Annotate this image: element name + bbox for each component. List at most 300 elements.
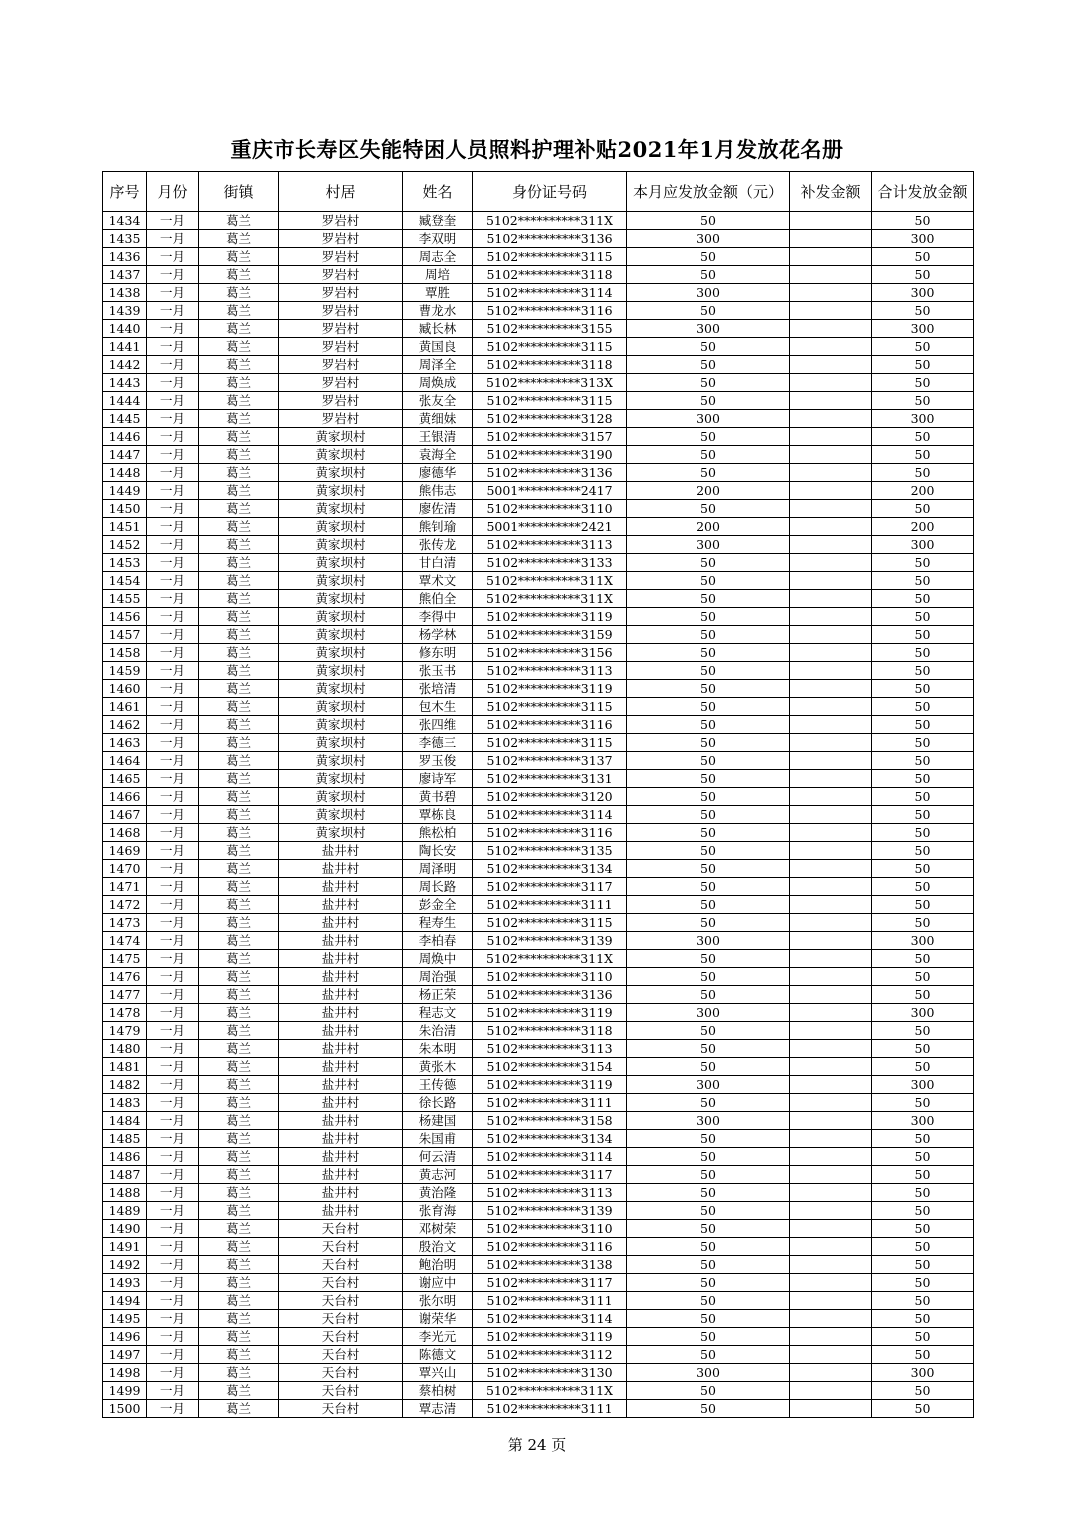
cell-village: 天台村 xyxy=(279,1382,403,1400)
cell-id-number: 5102**********3117 xyxy=(473,1166,627,1184)
cell-village: 罗岩村 xyxy=(279,302,403,320)
cell-village: 盐井村 xyxy=(279,1004,403,1022)
cell-name: 何云清 xyxy=(403,1148,473,1166)
cell-seq: 1454 xyxy=(103,572,147,590)
cell-back-pay xyxy=(790,1220,872,1238)
cell-town: 葛兰 xyxy=(199,1184,279,1202)
cell-back-pay xyxy=(790,1364,872,1382)
cell-seq: 1477 xyxy=(103,986,147,1004)
table-row xyxy=(103,662,974,680)
cell-village: 天台村 xyxy=(279,1346,403,1364)
cell-month: 一月 xyxy=(147,788,199,806)
cell-name: 周培 xyxy=(403,266,473,284)
table-row xyxy=(103,896,974,914)
cell-seq: 1458 xyxy=(103,644,147,662)
cell-month: 一月 xyxy=(147,1004,199,1022)
cell-village: 罗岩村 xyxy=(279,338,403,356)
cell-seq: 1448 xyxy=(103,464,147,482)
cell-monthly-amount: 300 xyxy=(627,932,790,950)
cell-village: 罗岩村 xyxy=(279,320,403,338)
table-row xyxy=(103,1076,974,1094)
roster-body xyxy=(103,212,974,1418)
cell-seq: 1451 xyxy=(103,518,147,536)
cell-month: 一月 xyxy=(147,806,199,824)
cell-total-amount: 50 xyxy=(872,734,974,752)
cell-total-amount: 50 xyxy=(872,860,974,878)
cell-town: 葛兰 xyxy=(199,914,279,932)
cell-id-number: 5102**********3156 xyxy=(473,644,627,662)
cell-village: 罗岩村 xyxy=(279,410,403,428)
cell-back-pay xyxy=(790,824,872,842)
cell-total-amount: 50 xyxy=(872,212,974,230)
cell-seq: 1487 xyxy=(103,1166,147,1184)
table-row xyxy=(103,824,974,842)
cell-name: 臧登奎 xyxy=(403,212,473,230)
cell-village: 黄家坝村 xyxy=(279,734,403,752)
cell-id-number: 5102**********3115 xyxy=(473,248,627,266)
cell-village: 黄家坝村 xyxy=(279,788,403,806)
cell-seq: 1462 xyxy=(103,716,147,734)
cell-back-pay xyxy=(790,302,872,320)
cell-village: 黄家坝村 xyxy=(279,554,403,572)
cell-seq: 1486 xyxy=(103,1148,147,1166)
cell-id-number: 5102**********311X xyxy=(473,590,627,608)
cell-town: 葛兰 xyxy=(199,986,279,1004)
cell-town: 葛兰 xyxy=(199,806,279,824)
cell-town: 葛兰 xyxy=(199,1130,279,1148)
cell-month: 一月 xyxy=(147,662,199,680)
cell-seq: 1437 xyxy=(103,266,147,284)
cell-village: 黄家坝村 xyxy=(279,626,403,644)
cell-village: 盐井村 xyxy=(279,896,403,914)
cell-month: 一月 xyxy=(147,1292,199,1310)
cell-name: 廖佐清 xyxy=(403,500,473,518)
cell-month: 一月 xyxy=(147,320,199,338)
cell-town: 葛兰 xyxy=(199,1310,279,1328)
cell-back-pay xyxy=(790,1148,872,1166)
cell-village: 盐井村 xyxy=(279,860,403,878)
cell-seq: 1495 xyxy=(103,1310,147,1328)
cell-id-number: 5102**********3119 xyxy=(473,680,627,698)
cell-monthly-amount: 50 xyxy=(627,374,790,392)
cell-seq: 1457 xyxy=(103,626,147,644)
cell-village: 盐井村 xyxy=(279,1112,403,1130)
cell-month: 一月 xyxy=(147,1022,199,1040)
cell-village: 盐井村 xyxy=(279,1040,403,1058)
cell-village: 盐井村 xyxy=(279,1148,403,1166)
cell-back-pay xyxy=(790,572,872,590)
cell-town: 葛兰 xyxy=(199,1346,279,1364)
table-row xyxy=(103,284,974,302)
cell-monthly-amount: 300 xyxy=(627,1364,790,1382)
cell-total-amount: 50 xyxy=(872,950,974,968)
cell-town: 葛兰 xyxy=(199,698,279,716)
cell-month: 一月 xyxy=(147,626,199,644)
cell-name: 彭金全 xyxy=(403,896,473,914)
cell-monthly-amount: 50 xyxy=(627,878,790,896)
cell-village: 天台村 xyxy=(279,1328,403,1346)
cell-town: 葛兰 xyxy=(199,572,279,590)
table-row xyxy=(103,842,974,860)
cell-month: 一月 xyxy=(147,284,199,302)
cell-month: 一月 xyxy=(147,824,199,842)
cell-back-pay xyxy=(790,1184,872,1202)
cell-name: 覃胜 xyxy=(403,284,473,302)
cell-town: 葛兰 xyxy=(199,212,279,230)
cell-monthly-amount: 50 xyxy=(627,338,790,356)
cell-monthly-amount: 50 xyxy=(627,752,790,770)
header-id-number: 身份证号码 xyxy=(473,172,627,212)
cell-name: 徐长路 xyxy=(403,1094,473,1112)
cell-total-amount: 200 xyxy=(872,518,974,536)
cell-id-number: 5001**********2417 xyxy=(473,482,627,500)
table-row xyxy=(103,464,974,482)
cell-id-number: 5102**********3119 xyxy=(473,1328,627,1346)
cell-month: 一月 xyxy=(147,338,199,356)
cell-name: 熊伯全 xyxy=(403,590,473,608)
cell-town: 葛兰 xyxy=(199,932,279,950)
cell-seq: 1492 xyxy=(103,1256,147,1274)
cell-id-number: 5102**********3116 xyxy=(473,302,627,320)
cell-back-pay xyxy=(790,464,872,482)
page-number: 第 24 页 xyxy=(507,1436,567,1454)
cell-name: 陶长安 xyxy=(403,842,473,860)
cell-seq: 1445 xyxy=(103,410,147,428)
cell-month: 一月 xyxy=(147,1148,199,1166)
table-row xyxy=(103,446,974,464)
cell-name: 周泽明 xyxy=(403,860,473,878)
cell-id-number: 5102**********311X xyxy=(473,950,627,968)
cell-id-number: 5102**********3116 xyxy=(473,716,627,734)
cell-name: 张培清 xyxy=(403,680,473,698)
cell-seq: 1500 xyxy=(103,1400,147,1418)
cell-id-number: 5102**********3115 xyxy=(473,338,627,356)
cell-total-amount: 50 xyxy=(872,374,974,392)
cell-monthly-amount: 50 xyxy=(627,1400,790,1418)
cell-id-number: 5102**********3155 xyxy=(473,320,627,338)
cell-back-pay xyxy=(790,356,872,374)
cell-id-number: 5102**********3158 xyxy=(473,1112,627,1130)
cell-total-amount: 200 xyxy=(872,482,974,500)
cell-town: 葛兰 xyxy=(199,770,279,788)
cell-total-amount: 300 xyxy=(872,230,974,248)
cell-total-amount: 50 xyxy=(872,1274,974,1292)
cell-seq: 1476 xyxy=(103,968,147,986)
cell-village: 天台村 xyxy=(279,1292,403,1310)
cell-total-amount: 50 xyxy=(872,302,974,320)
cell-seq: 1497 xyxy=(103,1346,147,1364)
cell-town: 葛兰 xyxy=(199,950,279,968)
cell-town: 葛兰 xyxy=(199,788,279,806)
cell-month: 一月 xyxy=(147,266,199,284)
cell-id-number: 5102**********3111 xyxy=(473,1292,627,1310)
cell-monthly-amount: 50 xyxy=(627,608,790,626)
cell-month: 一月 xyxy=(147,770,199,788)
cell-month: 一月 xyxy=(147,302,199,320)
cell-seq: 1473 xyxy=(103,914,147,932)
cell-monthly-amount: 50 xyxy=(627,896,790,914)
cell-monthly-amount: 50 xyxy=(627,1058,790,1076)
cell-name: 张育海 xyxy=(403,1202,473,1220)
cell-name: 朱国甫 xyxy=(403,1130,473,1148)
cell-name: 李得中 xyxy=(403,608,473,626)
cell-month: 一月 xyxy=(147,986,199,1004)
cell-month: 一月 xyxy=(147,590,199,608)
cell-town: 葛兰 xyxy=(199,338,279,356)
cell-seq: 1481 xyxy=(103,1058,147,1076)
cell-month: 一月 xyxy=(147,410,199,428)
cell-month: 一月 xyxy=(147,950,199,968)
cell-village: 盐井村 xyxy=(279,914,403,932)
cell-name: 周治强 xyxy=(403,968,473,986)
cell-id-number: 5102**********3117 xyxy=(473,1274,627,1292)
cell-village: 盐井村 xyxy=(279,878,403,896)
cell-name: 杨正荣 xyxy=(403,986,473,1004)
cell-seq: 1465 xyxy=(103,770,147,788)
cell-id-number: 5102**********3110 xyxy=(473,500,627,518)
cell-total-amount: 50 xyxy=(872,788,974,806)
cell-monthly-amount: 50 xyxy=(627,1022,790,1040)
cell-village: 罗岩村 xyxy=(279,266,403,284)
cell-town: 葛兰 xyxy=(199,392,279,410)
table-row xyxy=(103,590,974,608)
cell-monthly-amount: 50 xyxy=(627,716,790,734)
cell-town: 葛兰 xyxy=(199,500,279,518)
cell-name: 袁海全 xyxy=(403,446,473,464)
table-row xyxy=(103,1184,974,1202)
cell-seq: 1452 xyxy=(103,536,147,554)
cell-monthly-amount: 50 xyxy=(627,626,790,644)
table-row xyxy=(103,626,974,644)
cell-month: 一月 xyxy=(147,392,199,410)
cell-name: 张传龙 xyxy=(403,536,473,554)
cell-village: 黄家坝村 xyxy=(279,590,403,608)
cell-town: 葛兰 xyxy=(199,1040,279,1058)
cell-total-amount: 50 xyxy=(872,1040,974,1058)
cell-month: 一月 xyxy=(147,1094,199,1112)
cell-back-pay xyxy=(790,914,872,932)
cell-village: 黄家坝村 xyxy=(279,446,403,464)
cell-name: 覃术文 xyxy=(403,572,473,590)
cell-total-amount: 50 xyxy=(872,896,974,914)
cell-id-number: 5102**********3116 xyxy=(473,824,627,842)
cell-month: 一月 xyxy=(147,500,199,518)
cell-month: 一月 xyxy=(147,356,199,374)
cell-village: 盐井村 xyxy=(279,1166,403,1184)
cell-id-number: 5102**********3119 xyxy=(473,608,627,626)
cell-town: 葛兰 xyxy=(199,1238,279,1256)
cell-name: 李光元 xyxy=(403,1328,473,1346)
cell-seq: 1474 xyxy=(103,932,147,950)
cell-id-number: 5102**********3128 xyxy=(473,410,627,428)
cell-month: 一月 xyxy=(147,896,199,914)
cell-village: 盐井村 xyxy=(279,968,403,986)
cell-back-pay xyxy=(790,536,872,554)
cell-monthly-amount: 300 xyxy=(627,230,790,248)
header-monthly-amount: 本月应发放金额（元） xyxy=(627,172,790,212)
table-row xyxy=(103,482,974,500)
cell-village: 黄家坝村 xyxy=(279,428,403,446)
cell-seq: 1464 xyxy=(103,752,147,770)
cell-total-amount: 300 xyxy=(872,320,974,338)
table-row xyxy=(103,752,974,770)
cell-id-number: 5102**********3139 xyxy=(473,932,627,950)
cell-monthly-amount: 50 xyxy=(627,212,790,230)
table-row xyxy=(103,680,974,698)
cell-back-pay xyxy=(790,1400,872,1418)
cell-monthly-amount: 50 xyxy=(627,734,790,752)
cell-town: 葛兰 xyxy=(199,662,279,680)
table-row xyxy=(103,1364,974,1382)
cell-name: 李德三 xyxy=(403,734,473,752)
cell-monthly-amount: 50 xyxy=(627,1346,790,1364)
cell-id-number: 5102**********3139 xyxy=(473,1202,627,1220)
cell-village: 盐井村 xyxy=(279,1184,403,1202)
cell-name: 周泽全 xyxy=(403,356,473,374)
cell-seq: 1490 xyxy=(103,1220,147,1238)
cell-name: 程志文 xyxy=(403,1004,473,1022)
cell-seq: 1491 xyxy=(103,1238,147,1256)
cell-id-number: 5102**********3115 xyxy=(473,734,627,752)
cell-month: 一月 xyxy=(147,1040,199,1058)
cell-name: 熊松柏 xyxy=(403,824,473,842)
cell-back-pay xyxy=(790,230,872,248)
cell-village: 盐井村 xyxy=(279,1094,403,1112)
table-row xyxy=(103,338,974,356)
cell-village: 黄家坝村 xyxy=(279,824,403,842)
cell-monthly-amount: 50 xyxy=(627,1292,790,1310)
cell-seq: 1439 xyxy=(103,302,147,320)
cell-id-number: 5102**********311X xyxy=(473,212,627,230)
cell-total-amount: 50 xyxy=(872,608,974,626)
cell-id-number: 5102**********3111 xyxy=(473,1400,627,1418)
header-village: 村居 xyxy=(279,172,403,212)
cell-town: 葛兰 xyxy=(199,626,279,644)
cell-back-pay xyxy=(790,1328,872,1346)
cell-town: 葛兰 xyxy=(199,716,279,734)
cell-town: 葛兰 xyxy=(199,1166,279,1184)
cell-seq: 1472 xyxy=(103,896,147,914)
cell-seq: 1489 xyxy=(103,1202,147,1220)
cell-back-pay xyxy=(790,734,872,752)
cell-name: 王传德 xyxy=(403,1076,473,1094)
cell-town: 葛兰 xyxy=(199,1076,279,1094)
cell-month: 一月 xyxy=(147,860,199,878)
cell-village: 盐井村 xyxy=(279,842,403,860)
cell-month: 一月 xyxy=(147,212,199,230)
cell-monthly-amount: 50 xyxy=(627,1202,790,1220)
cell-id-number: 5102**********3114 xyxy=(473,806,627,824)
cell-back-pay xyxy=(790,554,872,572)
table-row xyxy=(103,500,974,518)
cell-name: 甘白清 xyxy=(403,554,473,572)
cell-seq: 1460 xyxy=(103,680,147,698)
cell-total-amount: 50 xyxy=(872,266,974,284)
cell-town: 葛兰 xyxy=(199,734,279,752)
table-row xyxy=(103,1004,974,1022)
cell-id-number: 5102**********3110 xyxy=(473,968,627,986)
cell-monthly-amount: 50 xyxy=(627,842,790,860)
header-total-amount: 合计发放金额 xyxy=(872,172,974,212)
cell-id-number: 5001**********2421 xyxy=(473,518,627,536)
cell-id-number: 5102**********3111 xyxy=(473,896,627,914)
cell-month: 一月 xyxy=(147,752,199,770)
cell-monthly-amount: 50 xyxy=(627,1094,790,1112)
cell-town: 葛兰 xyxy=(199,1400,279,1418)
cell-monthly-amount: 50 xyxy=(627,824,790,842)
table-row xyxy=(103,608,974,626)
cell-id-number: 5102**********3113 xyxy=(473,1184,627,1202)
cell-month: 一月 xyxy=(147,644,199,662)
cell-total-amount: 50 xyxy=(872,1130,974,1148)
cell-id-number: 5102**********3138 xyxy=(473,1256,627,1274)
cell-seq: 1463 xyxy=(103,734,147,752)
cell-total-amount: 300 xyxy=(872,284,974,302)
cell-month: 一月 xyxy=(147,1256,199,1274)
cell-back-pay xyxy=(790,626,872,644)
cell-village: 黄家坝村 xyxy=(279,770,403,788)
cell-back-pay xyxy=(790,1112,872,1130)
cell-total-amount: 50 xyxy=(872,338,974,356)
table-row xyxy=(103,212,974,230)
cell-village: 黄家坝村 xyxy=(279,644,403,662)
cell-total-amount: 50 xyxy=(872,824,974,842)
table-row xyxy=(103,1310,974,1328)
cell-id-number: 5102**********3113 xyxy=(473,1040,627,1058)
cell-month: 一月 xyxy=(147,464,199,482)
cell-total-amount: 50 xyxy=(872,1184,974,1202)
cell-monthly-amount: 300 xyxy=(627,1112,790,1130)
cell-back-pay xyxy=(790,1202,872,1220)
table-row xyxy=(103,428,974,446)
cell-back-pay xyxy=(790,1238,872,1256)
cell-back-pay xyxy=(790,1310,872,1328)
cell-name: 黄细妹 xyxy=(403,410,473,428)
cell-monthly-amount: 50 xyxy=(627,554,790,572)
cell-month: 一月 xyxy=(147,1364,199,1382)
cell-monthly-amount: 50 xyxy=(627,1274,790,1292)
cell-month: 一月 xyxy=(147,446,199,464)
cell-id-number: 5102**********3119 xyxy=(473,1076,627,1094)
cell-total-amount: 50 xyxy=(872,428,974,446)
cell-total-amount: 300 xyxy=(872,1076,974,1094)
cell-seq: 1493 xyxy=(103,1274,147,1292)
cell-month: 一月 xyxy=(147,716,199,734)
cell-monthly-amount: 300 xyxy=(627,284,790,302)
cell-back-pay xyxy=(790,896,872,914)
cell-town: 葛兰 xyxy=(199,248,279,266)
cell-seq: 1435 xyxy=(103,230,147,248)
cell-name: 杨学林 xyxy=(403,626,473,644)
table-row xyxy=(103,914,974,932)
cell-back-pay xyxy=(790,770,872,788)
cell-id-number: 5102**********3117 xyxy=(473,878,627,896)
cell-total-amount: 50 xyxy=(872,878,974,896)
cell-town: 葛兰 xyxy=(199,1328,279,1346)
cell-town: 葛兰 xyxy=(199,1004,279,1022)
cell-month: 一月 xyxy=(147,698,199,716)
cell-total-amount: 50 xyxy=(872,392,974,410)
cell-seq: 1434 xyxy=(103,212,147,230)
cell-village: 天台村 xyxy=(279,1310,403,1328)
cell-total-amount: 300 xyxy=(872,1112,974,1130)
cell-seq: 1482 xyxy=(103,1076,147,1094)
cell-monthly-amount: 300 xyxy=(627,410,790,428)
table-row xyxy=(103,410,974,428)
cell-name: 覃栋良 xyxy=(403,806,473,824)
cell-total-amount: 50 xyxy=(872,356,974,374)
table-row xyxy=(103,950,974,968)
